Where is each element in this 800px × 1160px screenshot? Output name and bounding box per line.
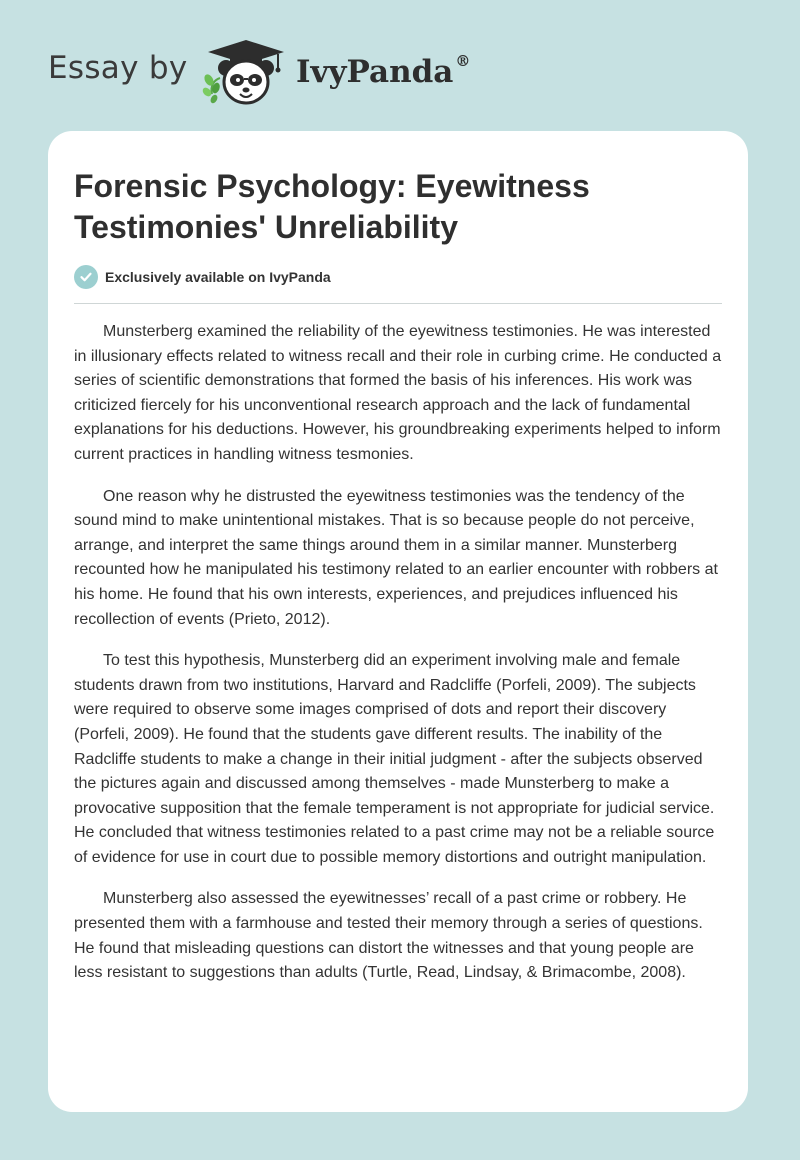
paragraph: Munsterberg also assessed the eyewitnesses’ recall of a past crime or robbery. He presented them with a farmhouse and tested their memory through a series of questions. He found that misleading questions can distort the witnesses and that young people are less resistant to suggestions than adults (Turtle, Read, Lindsay, & Brimacombe, 2008). [74, 890, 703, 982]
essay-body [74, 320, 724, 1003]
exclusive-badge [74, 264, 331, 290]
essay-card [48, 131, 748, 1112]
registered-mark: ® [455, 52, 471, 70]
brand-name[interactable] [296, 54, 470, 90]
site-header [0, 0, 800, 130]
paragraph: To test this hypothesis, Munsterberg did an experiment involving male and female students drawn from two institutions, Harvard and Radcliffe (Porfeli, 2009). The subjects were required to observe some images comprised of dots and report their discovery (Porfeli, 2009). He found that the students gave different results. The inability of the Radcliffe students to make a change in their initial judgment - after the subjects observed the pictures again and discussed among themselves - made Munsterberg to make a provocative supposition that the female temperament is not appropriate for judicial service. He concluded that witness testimonies related to a past crime may not be a reliable source of evidence for use in court due to possible memory distortions and outright manipulation. [74, 652, 715, 866]
brand-text: IvyPanda [296, 54, 454, 90]
exclusive-label: Exclusively available on IvyPanda [105, 269, 331, 285]
essay-title: Forensic Psychology: Eyewitness Testimonies' Unreliability [74, 168, 590, 245]
check-icon [74, 265, 98, 289]
divider [74, 303, 722, 304]
paragraph: One reason why he distrusted the eyewitness testimonies was the tendency of the sound mind to make unintentional mistakes. That is so because people do not perceive, arrange, and interpret the same things around them in a similar manner. Munsterberg recounted how he manipulated his testimony related to an earlier encounter with robbers at his home. He found that his own interests, experiences, and prejudices influenced his recollection of events (Prieto, 2012). [74, 487, 718, 628]
paragraph: Munsterberg examined the reliability of the eyewitness testimonies. He was interested in illusionary effects related to witness recall and their role in curbing crime. He conducted a series of scientific demonstrations that formed the basis of his inferences. His work was criticized fiercely for his unconventional research approach and the lack of fundamental explanations for his deductions. However, his groundbreaking experiments helped to inform current practices in handling witness tesmonies. [74, 323, 722, 463]
ivy-leaves-icon [201, 73, 221, 105]
panda-graduate-logo-icon[interactable] [200, 36, 292, 108]
essay-by-label: Essay by [48, 50, 188, 86]
